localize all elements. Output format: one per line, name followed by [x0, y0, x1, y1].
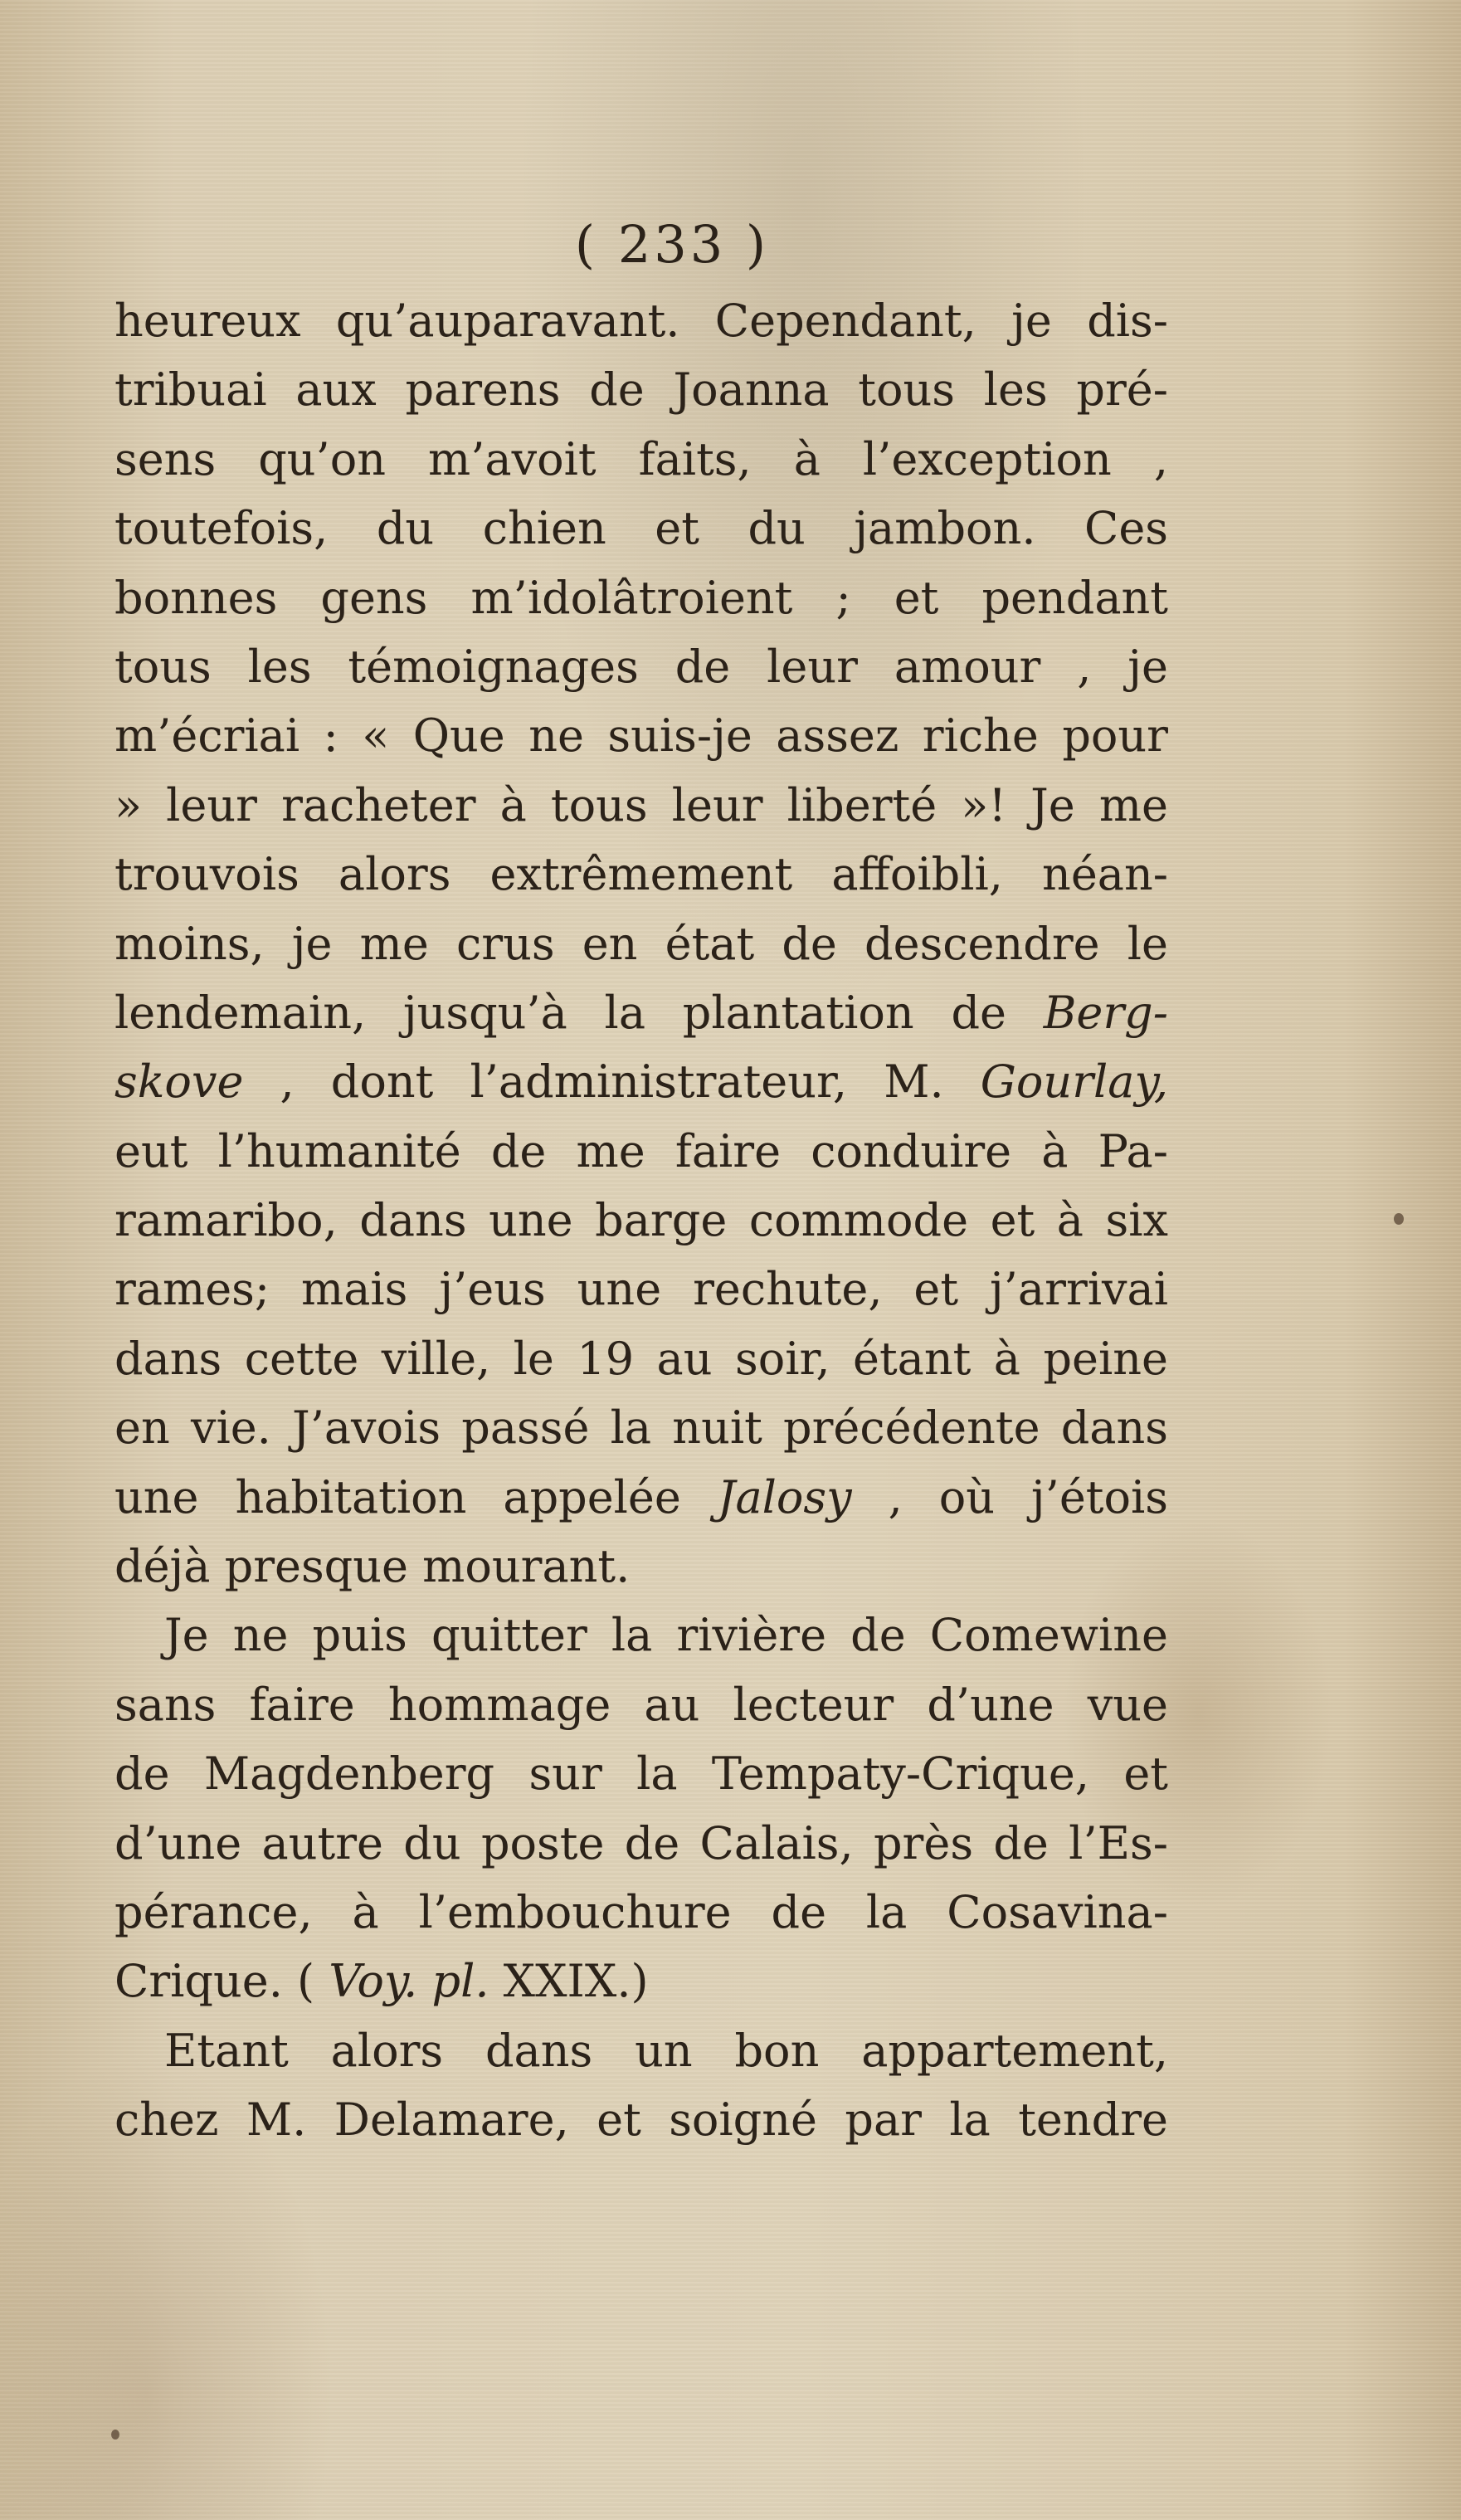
- text-segment: rames; mais j’eus une rechute, et j’arrivai: [114, 1263, 1168, 1316]
- text-line: [114, 1532, 1168, 1601]
- text-line: [114, 1739, 1168, 1808]
- text-segment: Je ne puis quitter la rivière de Comewine: [164, 1609, 1168, 1662]
- text-segment: moins, je me crus en état de descendre le: [114, 917, 1168, 970]
- text-segment: sans faire hommage au lecteur d’une vue: [114, 1678, 1168, 1731]
- text-segment: m’écriai : « Que ne suis-je assez riche pour: [114, 709, 1168, 763]
- text-segment: Crique. (: [114, 1955, 329, 2008]
- text-segment: heureux qu’auparavant. Cependant, je dis-: [114, 295, 1168, 347]
- text-line: [114, 771, 1168, 840]
- text-line: [114, 840, 1168, 909]
- text-segment: , dont l’administrateur, M.: [243, 1055, 981, 1109]
- text-line: [114, 494, 1168, 563]
- text-segment: Etant alors dans un bon appartement,: [164, 2024, 1168, 2077]
- text-line: [114, 1255, 1168, 1323]
- text-segment: XXIX.): [489, 1955, 649, 2008]
- text-line: [114, 1047, 1168, 1116]
- text-segment: de Magdenberg sur la Tempaty-Crique, et: [114, 1747, 1168, 1801]
- text-line: [114, 1393, 1168, 1462]
- text-line: [114, 1324, 1168, 1393]
- text-line: [114, 2016, 1168, 2085]
- text-line: [114, 1878, 1168, 1947]
- text-line: [114, 563, 1168, 632]
- text-segment: chez M. Delamare, et soigné par la tendre: [114, 2094, 1168, 2147]
- text-segment: tribuai aux parens de Joanna tous les pré-: [114, 363, 1168, 417]
- text-segment: en vie. J’avois passé la nuit précédente dans: [114, 1401, 1168, 1455]
- text-line: [114, 355, 1168, 424]
- text-line: [114, 632, 1168, 701]
- text-line: [114, 2085, 1168, 2154]
- italic-text: Voy. pl.: [329, 1955, 489, 2008]
- text-segment: » leur racheter à tous leur liberté »! Je me: [114, 778, 1168, 831]
- text-line: [114, 1809, 1168, 1878]
- text-segment: déjà presque mourant.: [114, 1540, 631, 1593]
- body-text: [114, 286, 1168, 2155]
- text-line: [114, 701, 1168, 770]
- italic-text: Gourlay,: [980, 1055, 1168, 1109]
- text-segment: pérance, à l’embouchure de la Cosavina-: [114, 1885, 1168, 1938]
- text-line: [114, 1117, 1168, 1186]
- italic-text: skove: [114, 1055, 244, 1109]
- italic-text: Jalosy: [717, 1470, 852, 1523]
- text-segment: trouvois alors extrêmement affoibli, néan-: [114, 848, 1168, 901]
- text-segment: bonnes gens m’idolâtroient ; et pendant: [114, 571, 1168, 624]
- text-segment: ramaribo, dans une barge commode et à six: [114, 1194, 1168, 1247]
- text-line: [114, 1186, 1168, 1255]
- text-segment: lendemain, jusqu’à la plantation de: [114, 986, 1044, 1039]
- text-segment: tous les témoignages de leur amour , je: [114, 640, 1168, 693]
- text-segment: une habitation appelée: [114, 1470, 718, 1523]
- italic-text: Berg-: [1043, 986, 1168, 1039]
- text-line: [114, 425, 1168, 494]
- text-line: [114, 1947, 1168, 2016]
- ink-spot: [111, 2430, 119, 2440]
- page-number: ( 233 ): [574, 214, 770, 275]
- text-line: [114, 978, 1168, 1047]
- text-line: [114, 286, 1168, 355]
- text-line: [114, 1670, 1168, 1739]
- text-segment: toutefois, du chien et du jambon. Ces: [114, 502, 1168, 555]
- text-segment: dans cette ville, le 19 au soir, étant à peine: [114, 1332, 1168, 1385]
- text-segment: , où j’étois: [851, 1470, 1168, 1523]
- text-segment: d’une autre du poste de Calais, près de l’Es-: [114, 1816, 1168, 1869]
- text-line: [114, 909, 1168, 978]
- text-line: [114, 1601, 1168, 1669]
- text-segment: sens qu’on m’avoit faits, à l’exception ,: [114, 432, 1168, 485]
- ink-spot: [1394, 1213, 1404, 1225]
- text-segment: eut l’humanité de me faire conduire à Pa-: [114, 1124, 1168, 1177]
- text-line: [114, 1463, 1168, 1532]
